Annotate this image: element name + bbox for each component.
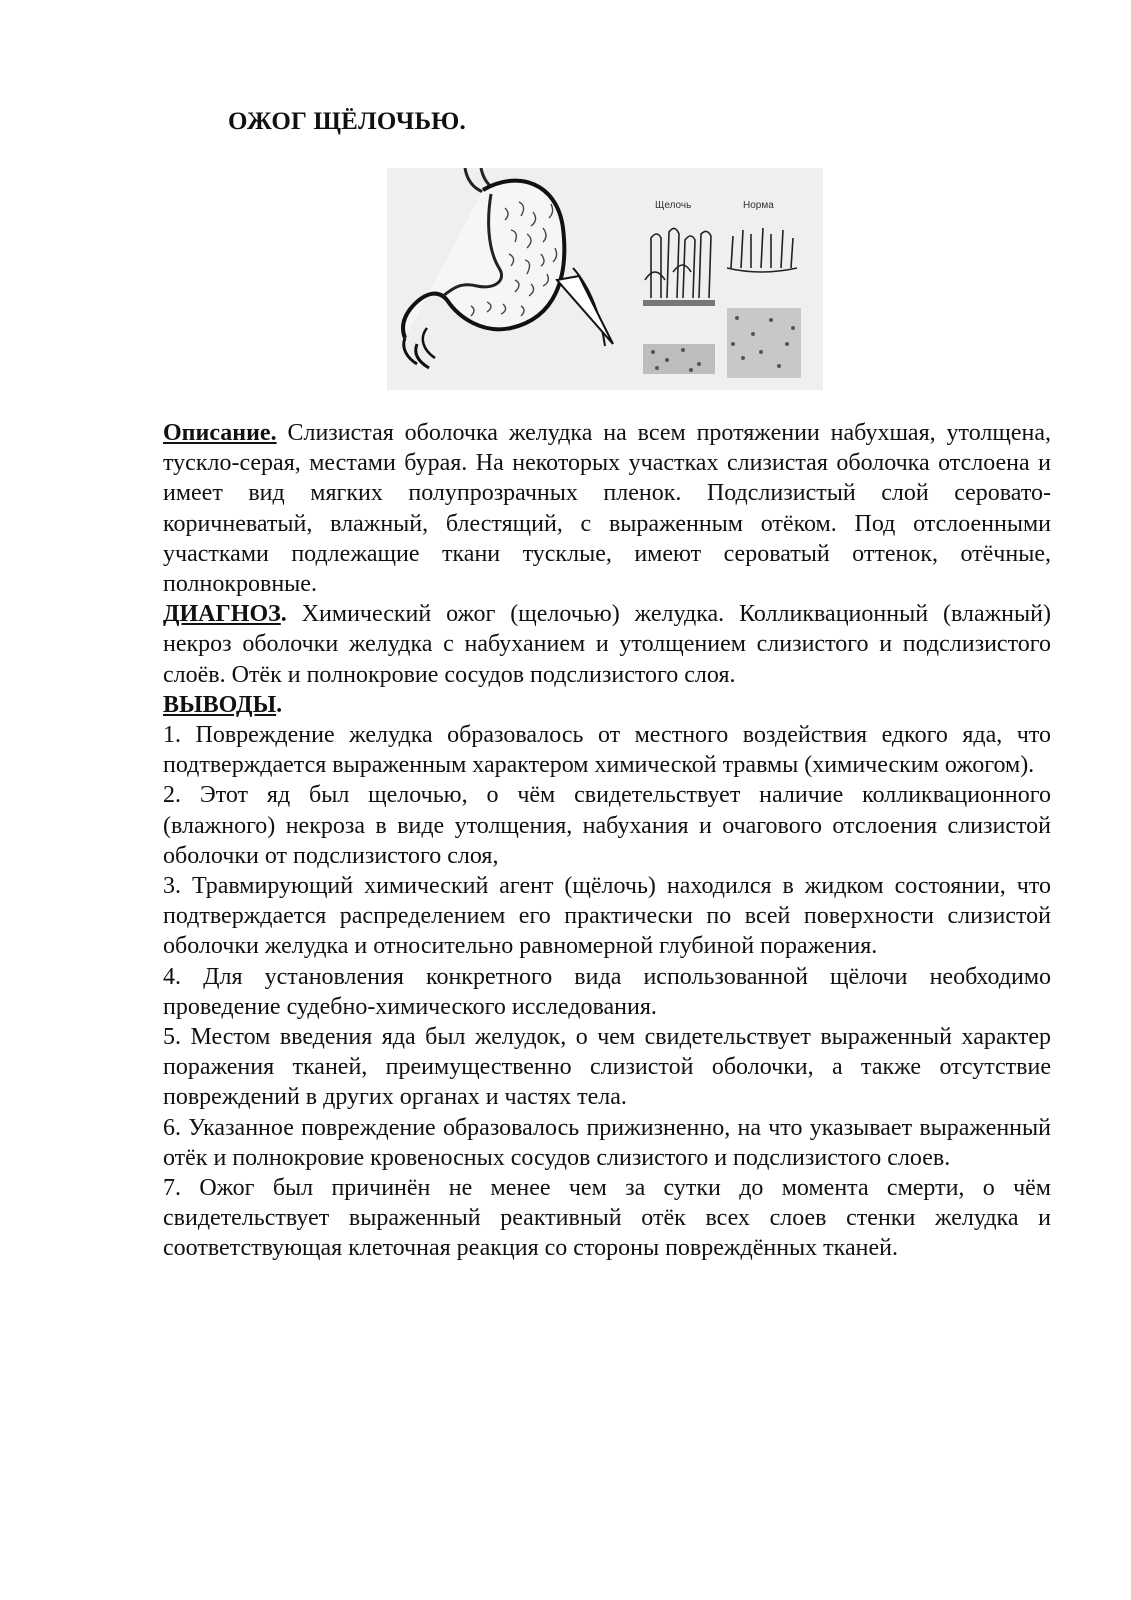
conclusion-item: 4. Для установления конкретного вида использованной щёлочи необходимо проведение судебно-химического исследования. — [163, 963, 1051, 1020]
description-text: Слизистая оболочка желудка на всем протяжении набухшая, утолщена, тускло-серая, местами бурая. На некоторых участках слизистая оболочка отслоена и имеет вид мягких полупрозрачных пленок. Подслизистый слой серовато-коричневатый, влажный, блестящий, с выраженным отёком. Под отслоенными участками подлежащие ткани тусклые, имеют сероватый оттенок, отёчные, полнокровные. — [163, 420, 1051, 598]
diagnosis-text: Химический ожог (щелочью) желудка. Колликвационный (влажный) некроз оболочки желудка с набуханием и утолщением слизистого и подслизистого слоёв. Отёк и полнокровие сосудов подслизистого слоя. — [163, 601, 1051, 688]
figure-label-alkali: Щелочь — [655, 200, 692, 211]
conclusion-item: 2. Этот яд был щелочью, о чём свидетельствует наличие колликвационного (влажного) некроза в виде утолщения, набухания и очагового отслоения слизистой оболочки от подслизистого слоя, — [163, 782, 1051, 869]
conclusions-heading — [163, 690, 1051, 720]
stomach-illustration — [387, 168, 823, 390]
conclusions-label: ВЫВОДЫ — [163, 691, 277, 718]
document-title: ОЖОГ ЩЁЛОЧЬЮ. — [228, 108, 466, 135]
description-paragraph — [163, 418, 1051, 599]
conclusion-item: 1. Повреждение желудка образовалось от местного воздействия едкого яда, что подтверждается выраженным характером химической травмы (химическим ожогом). — [163, 722, 1051, 779]
diagnosis-paragraph — [163, 599, 1051, 690]
diagnosis-label: ДИАГНОЗ — [163, 601, 281, 628]
document-body — [163, 418, 1051, 1264]
conclusions-label-tail: . — [276, 691, 283, 718]
conclusion-item: 5. Местом введения яда был желудок, о чем свидетельствует выраженный характер поражения тканей, преимущественно слизистой оболочки, а также отсутствие повреждений в других органах и частях тела. — [163, 1024, 1051, 1111]
description-label: Описание. — [163, 420, 277, 446]
diagnosis-label-tail: . — [280, 601, 287, 628]
conclusion-item: 7. Ожог был причинён не менее чем за сутки до момента смерти, о чём свидетельствует выраженный реактивный отёк всех слоев стенки желудка и соответствующая клеточная реакция со стороны повреждённых тканей. — [163, 1175, 1051, 1262]
conclusion-item: 3. Травмирующий химический агент (щёлочь) находился в жидком состоянии, что подтверждается распределением его практически по всей поверхности слизистой оболочки желудка и относительно равномерной глубиной поражения. — [163, 873, 1051, 960]
figure-label-norm: Норма — [743, 200, 774, 211]
conclusion-item: 6. Указанное повреждение образовалось прижизненно, на что указывает выраженный отёк и полнокровие кровеносных сосудов слизистого и подслизистого слоев. — [163, 1114, 1051, 1171]
